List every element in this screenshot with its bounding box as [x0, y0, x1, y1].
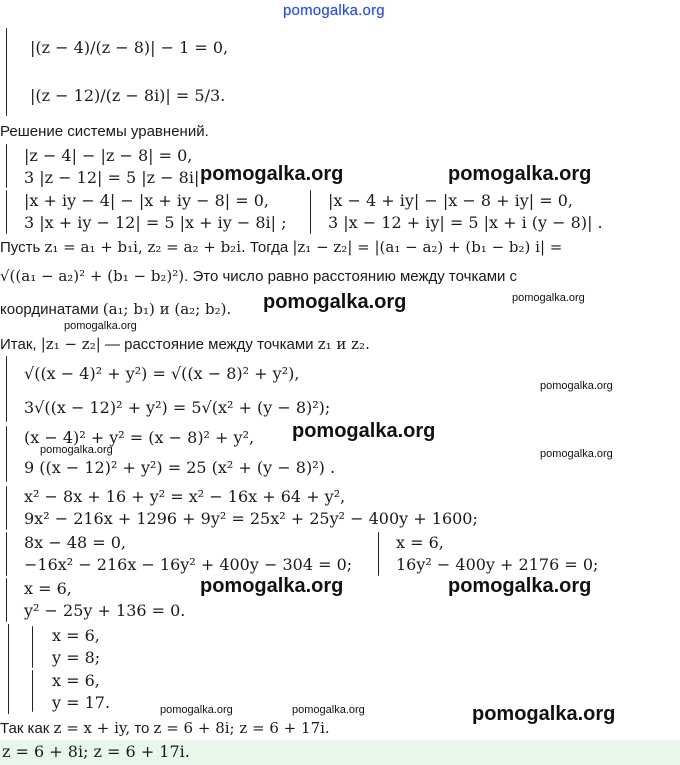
- solution-title: Решение системы уравнений.: [0, 123, 209, 140]
- brace-system-9b: [32, 670, 33, 712]
- thus-line: [0, 334, 370, 355]
- eq-s7c: x = 6,: [396, 533, 444, 552]
- brace-system-7a: [6, 532, 7, 576]
- watermark-4: pomogalka.org: [512, 292, 585, 304]
- watermark-10: pomogalka.org: [200, 575, 344, 597]
- eq-s9a: x = 6,: [52, 626, 100, 645]
- eq-s1b: |(z − 12)/(z − 8i)| = 5/3.: [30, 86, 226, 105]
- eq-s5b: 9 ((x − 12)² + y²) = 25 (x² + (y − 8)²) .: [24, 458, 336, 477]
- brace-system-2: [6, 144, 7, 188]
- eq-s9b: y = 8;: [52, 648, 101, 667]
- watermark-3: pomogalka.org: [263, 291, 407, 313]
- eq-s7a: 8x − 48 = 0,: [24, 533, 126, 552]
- since-then: то: [130, 720, 154, 737]
- thus-text: Итак,: [0, 336, 41, 353]
- since-line: [0, 718, 330, 739]
- then-math: |z₁ − z₂| = |(a₁ − a₂) + (b₁ − b₂) i| =: [292, 238, 563, 256]
- eq-s9c: x = 6,: [52, 671, 100, 690]
- brace-system-6: [6, 486, 7, 530]
- eq-s2a: |z − 4| − |z − 8| = 0,: [24, 146, 193, 165]
- eq-s5a: (x − 4)² + y² = (x − 8)² + y²,: [24, 428, 255, 447]
- brace-system-5: [6, 426, 7, 482]
- watermark-7: pomogalka.org: [292, 420, 436, 442]
- eq-s4a: √((x − 4)² + y²) = √((x − 8)² + y²),: [24, 364, 300, 383]
- coords-text: координатами: [0, 301, 103, 318]
- thus-math: |z₁ − z₂|: [40, 335, 101, 353]
- sqrt-math: √((a₁ − a₂)² + (b₁ − b₂)²): [0, 267, 185, 285]
- thus-math2: z₁ и z₂.: [317, 335, 370, 353]
- watermark-top: pomogalka.org: [283, 2, 385, 19]
- let-text: Пусть: [0, 239, 45, 256]
- watermark-1: pomogalka.org: [200, 163, 344, 185]
- eq-s1a: |(z − 4)/(z − 8)| − 1 = 0,: [30, 38, 229, 57]
- bracket-system-9: [8, 624, 9, 714]
- let-math: z₁ = a₁ + b₁i, z₂ = a₂ + b₂i.: [44, 238, 246, 256]
- brace-system-9a: [32, 626, 33, 668]
- eq-s6b: 9x² − 216x + 1296 + 9y² = 25x² + 25y² − 400y + 1600;: [24, 509, 478, 528]
- answer-text: z = 6 + 8i; z = 6 + 17i.: [2, 742, 190, 761]
- since-math2: z = 6 + 8i; z = 6 + 17i.: [153, 719, 330, 737]
- watermark-13: pomogalka.org: [292, 704, 365, 716]
- coords-math: (a₁; b₁) и (a₂; b₂).: [102, 300, 232, 318]
- watermark-11: pomogalka.org: [448, 575, 592, 597]
- brace-system-8: [6, 578, 7, 622]
- brace-system-3b: [310, 190, 311, 234]
- watermark-2: pomogalka.org: [448, 163, 592, 185]
- watermark-9: pomogalka.org: [540, 448, 613, 460]
- sqrt-line: [0, 266, 517, 287]
- eq-s3b: 3 |x + iy − 12| = 5 |x + iy − 8i| ;: [24, 213, 287, 232]
- eq-s8a: x = 6,: [24, 579, 72, 598]
- eq-s3d: 3 |x − 12 + iy| = 5 |x + i (y − 8)| .: [328, 213, 603, 232]
- watermark-5: pomogalka.org: [64, 320, 137, 332]
- eq-s3a: |x + iy − 4| − |x + iy − 8| = 0,: [24, 191, 270, 210]
- distance-text: . Это число равно расстоянию между точками с: [184, 268, 518, 285]
- since-text: Так как: [0, 720, 54, 737]
- watermark-6: pomogalka.org: [540, 380, 613, 392]
- watermark-12: pomogalka.org: [160, 704, 233, 716]
- since-math: z = x + iy,: [53, 719, 131, 737]
- eq-s6a: x² − 8x + 16 + y² = x² − 16x + 64 + y²,: [24, 487, 346, 506]
- answer-box: [0, 740, 680, 765]
- eq-s7b: −16x² − 216x − 16y² + 400y − 304 = 0;: [24, 555, 353, 574]
- coords-line: [0, 299, 231, 320]
- brace-system-1: [6, 28, 7, 116]
- watermark-8: pomogalka.org: [40, 444, 113, 456]
- eq-s3c: |x − 4 + iy| − |x − 8 + iy| = 0,: [328, 191, 574, 210]
- thus-rest: — расстояние между точками: [100, 336, 318, 353]
- eq-s9d: y = 17.: [52, 693, 111, 712]
- brace-system-7b: [378, 532, 379, 576]
- eq-s7d: 16y² − 400y + 2176 = 0;: [396, 555, 599, 574]
- eq-s2b: 3 |z − 12| = 5 |z − 8i|: [24, 168, 200, 187]
- eq-s8b: y² − 25y + 136 = 0.: [24, 601, 186, 620]
- watermark-14: pomogalka.org: [472, 703, 616, 725]
- then-text: Тогда: [245, 239, 293, 256]
- eq-s4b: 3√((x − 12)² + y²) = 5√(x² + (y − 8)²);: [24, 398, 331, 417]
- brace-system-4: [6, 356, 7, 422]
- brace-system-3a: [6, 190, 7, 234]
- let-line: [0, 237, 562, 258]
